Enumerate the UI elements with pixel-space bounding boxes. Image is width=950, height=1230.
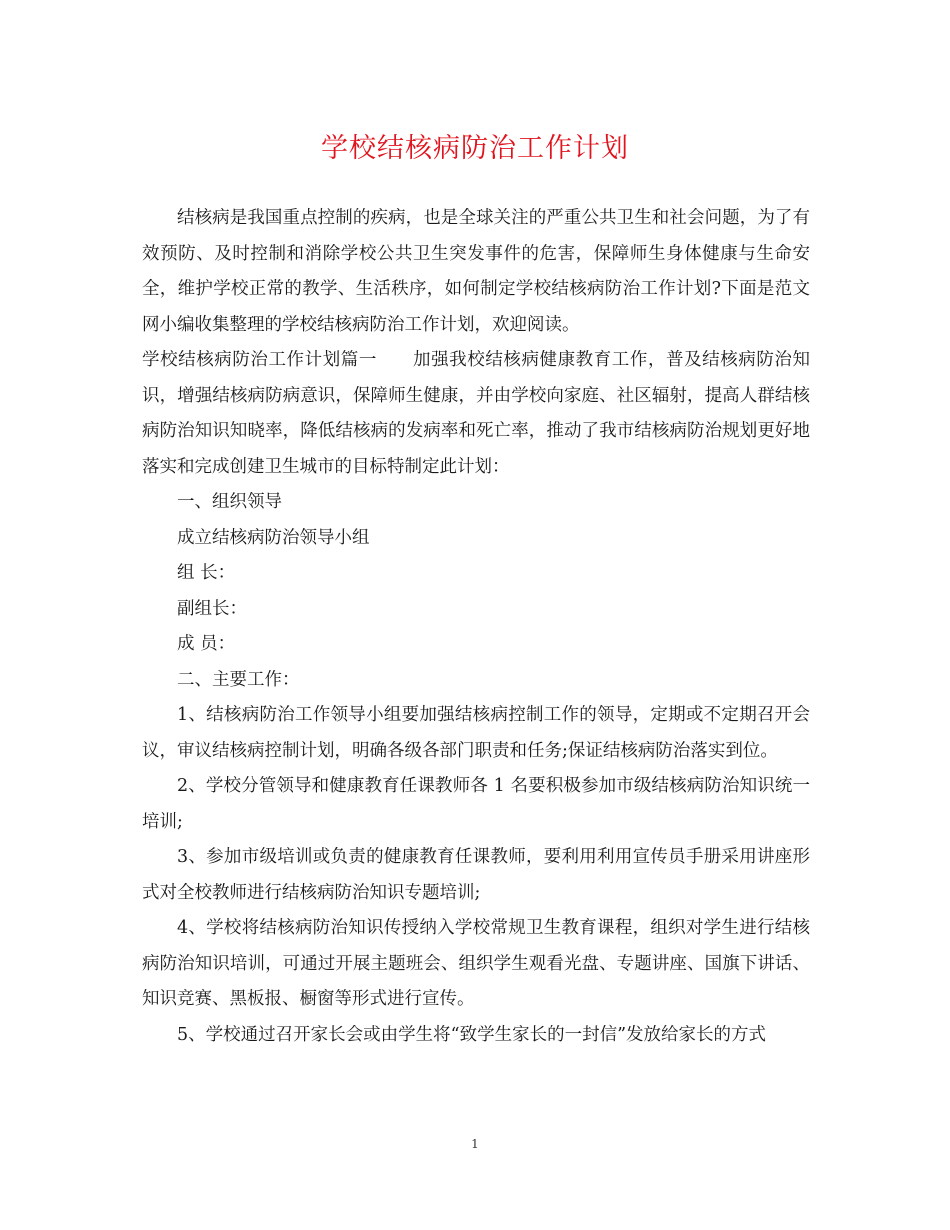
document-title: 学校结核病防治工作计划 — [321, 133, 629, 164]
list-item-2: 2、学校分管领导和健康教育任课教师各 1 名要积极参加市级结核病防治知识统一培训; — [142, 776, 810, 832]
heading-main-work: 二、主要工作： — [177, 669, 300, 690]
paragraph-intro: 结核病是我国重点控制的疾病，也是全球关注的严重公共卫生和社会问题，为了有效预防、及时控制和消除学校公共卫生突发事件的危害，保障师生身体健康与生命安全，维护学校正常的教学、生活秩序，如何制定学校结核病防治工作计划?下面是范文网小编收集整理的学校结核病防治工作计划，欢迎阅读。 — [142, 208, 810, 335]
list-item-4: 4、学校将结核病防治知识传授纳入学校常规卫生教育课程，组织对学生进行结核病防治知识培训，可通过开展主题班会、组织学生观看光盘、专题讲座、国旗下讲话、知识竞赛、黑板报、橱窗等形式进行宣传。 — [142, 918, 810, 1009]
list-item-5: 5、学校通过召开家长会或由学生将“致学生家长的一封信”发放给家长的方式 — [177, 1024, 767, 1045]
field-deputy-leader: 副组长： — [177, 598, 247, 619]
heading-organization: 一、组织领导 — [177, 492, 282, 512]
page-number: 1 — [471, 1137, 479, 1151]
field-group-leader: 组 长： — [177, 563, 236, 583]
list-item-1: 1、结核病防治工作领导小组要加强结核病控制工作的领导，定期或不定期召开会议，审议结核病控制计划，明确各级各部门职责和任务;保证结核病防治落实到位。 — [142, 705, 810, 761]
document-body — [142, 201, 810, 1053]
field-members: 成 员： — [177, 634, 236, 654]
list-item-3: 3、参加市级培训或负责的健康教育任课教师，要利用利用宣传员手册采用讲座形式对全校教师进行结核病防治知识专题培训; — [142, 847, 810, 903]
paragraph-plan-intro: 学校结核病防治工作计划篇一 加强我校结核病健康教育工作，普及结核病防治知识，增强结核病防病意识，保障师生健康，并由学校向家庭、社区辐射，提高人群结核病防治知识知晓率，降低结核病的发病率和死亡率，推动了我市结核病防治规划更好地落实和完成创建卫生城市的目标特制定此计划： — [142, 350, 810, 477]
paragraph-leading-group: 成立结核病防治领导小组 — [177, 527, 370, 548]
